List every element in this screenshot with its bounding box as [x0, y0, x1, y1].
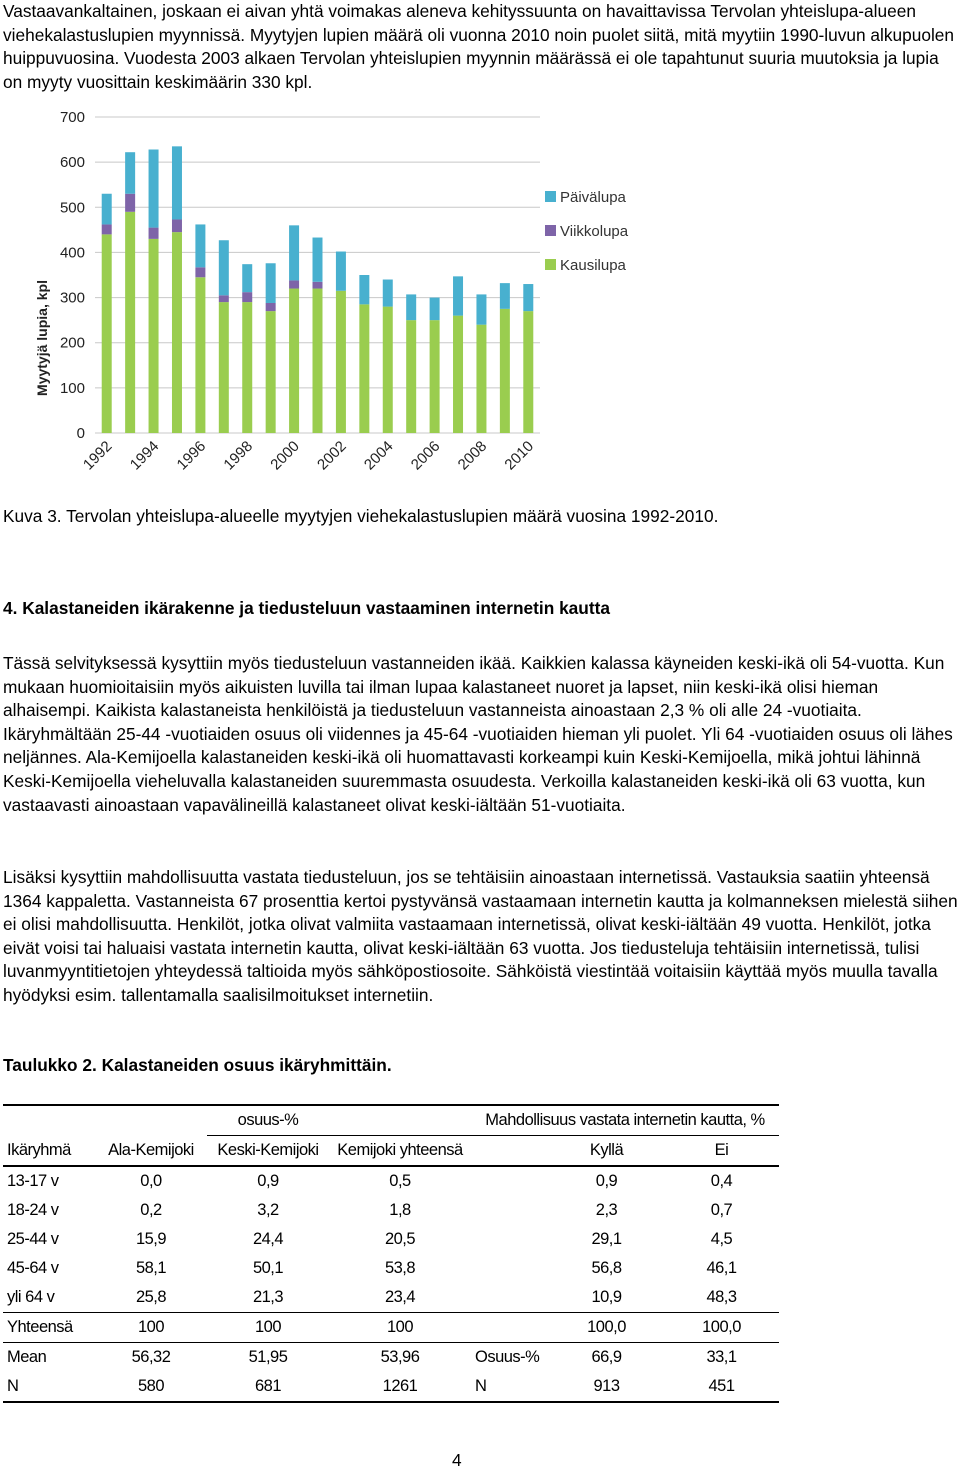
table-cell: 2,3 [595, 1201, 618, 1219]
permit-sales-chart [25, 104, 655, 494]
bar-segment-kausilupa [313, 289, 323, 433]
table-cell [471, 1196, 549, 1225]
bar-segment-kausilupa [125, 212, 135, 433]
table-cell: 1261 [329, 1372, 471, 1402]
table-cell: 1,8 [389, 1201, 411, 1219]
table-cell: 23,4 [384, 1288, 416, 1306]
chart-y-axis-label: Myytyjä lupia, kpl [34, 280, 50, 396]
x-tick-label: 2000 [267, 437, 303, 474]
bar-segment-kausilupa [336, 291, 346, 433]
x-tick-label: 2006 [407, 437, 444, 474]
bar-segment-viikkolupa [149, 228, 159, 239]
bar-segment-viikkolupa [289, 280, 299, 288]
table-cell: 0,5 [389, 1172, 411, 1190]
group-header-share: osuus-% [207, 1105, 329, 1136]
col-header: Kyllä [549, 1136, 664, 1167]
bar-segment-kausilupa [383, 307, 393, 433]
table-cell: 18-24 v [7, 1201, 59, 1219]
x-tick-label: 2008 [454, 437, 491, 474]
legend-label: Päivälupa [560, 189, 626, 206]
table-cell: 66,9 [549, 1343, 664, 1373]
x-tick-label: 2010 [501, 437, 538, 474]
bar-segment-kausilupa [172, 232, 182, 433]
col-header: Ikäryhmä [3, 1136, 95, 1167]
table-mean-row [3, 1343, 779, 1373]
bar-segment-päivälupa [266, 263, 276, 303]
table-cell: 10,9 [591, 1288, 622, 1306]
bar-segment-kausilupa [289, 289, 299, 433]
legend-swatch [545, 225, 556, 236]
table-cell: 56,8 [591, 1259, 622, 1277]
page-number: 4 [452, 1450, 462, 1470]
table-cell: 24,4 [252, 1230, 284, 1248]
col-header: Kemijoki yhteensä [329, 1136, 471, 1167]
table-cell: 29,1 [591, 1230, 622, 1248]
bar-segment-kausilupa [476, 325, 486, 433]
table-cell: N [3, 1372, 95, 1402]
intro-paragraph: Vastaavankaltainen, joskaan ei aivan yhtä voimakas aleneva kehityssuunta on havaittavissa Tervolan yhteislupa-alueen viehekalastuslupien myynnissä. Myytyjen lupien määrä oli vuonna 2010 noin puolet siitä, mitä myytiin 1990-luvun alkupuolen huippuvuosina. Vuodesta 2003 alkaen Tervolan yhteislupien myynnin määrässä ei ole tapahtunut suuria muutoksia ja lupia on myyty vuosittain keskimäärin 330 kpl. [3, 1, 955, 92]
table-cell: 33,1 [664, 1343, 779, 1373]
table-cell: 100 [207, 1313, 329, 1343]
table-cell: 53,8 [384, 1259, 416, 1277]
bar-segment-kausilupa [266, 311, 276, 433]
col-header: Ala-Kemijoki [95, 1136, 207, 1167]
bar-segment-päivälupa [219, 240, 229, 295]
table-cell: yli 64 v [7, 1288, 55, 1306]
table-cell: 100 [329, 1313, 471, 1343]
table-row [3, 1254, 779, 1283]
legend-swatch [545, 259, 556, 270]
table-cell: 0,9 [257, 1172, 279, 1190]
x-tick-label: 1998 [220, 437, 257, 474]
bar-segment-kausilupa [195, 277, 205, 433]
table-cell: N [471, 1372, 549, 1402]
internet-survey-paragraph: Lisäksi kysyttiin mahdollisuutta vastata tiedusteluun, jos se tehtäisiin ainoastaan internetissä. Vastauksia saatiin yhteensä 1364 kappaletta. Vastanneista 67 prosenttia kertoi pystyvänsä vastaamaan internetin kautta ja kolmanneksen mielestä siihen ei olisi mahdollisuutta. Henkilöt, jotka olivat valmiita vastaamaan internetissä, olivat keski-iältään 49 vuotta. Henkilöt, jotka eivät voisi tai haluaisi vastata internetin kautta, olivat keski-iältään 63 vuotta. Jos tiedusteluja tehtäisiin internetissä, tulisi luvanmyyntitietojen yhteydessä taltioida myös sähköpostiosoite. Sähköistä viestintää voitaisiin käyttää myös muulla tavalla hyödyksi esim. tallentamalla saalisilmoitukset internetiin. [3, 867, 958, 1005]
x-tick-label: 2004 [360, 437, 397, 474]
table-cell: 0,4 [710, 1172, 733, 1190]
bar-segment-päivälupa [289, 225, 299, 280]
bar-segment-päivälupa [523, 284, 533, 311]
table-cell: 50,1 [252, 1259, 284, 1277]
table-column-header-row [3, 1136, 779, 1167]
table-cell: 913 [549, 1372, 664, 1402]
bar-segment-viikkolupa [219, 295, 229, 302]
table-cell [471, 1283, 549, 1313]
y-tick-label: 200 [59, 334, 85, 352]
table-cell: 58,1 [135, 1259, 167, 1277]
table-cell [471, 1254, 549, 1283]
y-tick-label: 400 [59, 244, 85, 262]
y-tick-label: 500 [59, 199, 85, 217]
bar-segment-päivälupa [430, 298, 440, 321]
bar-segment-kausilupa [500, 309, 510, 433]
bar-segment-kausilupa [523, 311, 533, 433]
bar-segment-kausilupa [406, 320, 416, 433]
table-cell: 21,3 [252, 1288, 284, 1306]
legend-swatch [545, 191, 556, 202]
bar-segment-viikkolupa [242, 292, 252, 302]
table-cell: Yhteensä [3, 1313, 95, 1343]
bar-segment-kausilupa [359, 304, 369, 433]
table-cell: 100,0 [549, 1313, 664, 1343]
legend-label: Kausilupa [560, 257, 626, 274]
y-tick-label: 700 [59, 109, 85, 126]
table-cell: 46,1 [706, 1259, 737, 1277]
chart-bars [102, 146, 534, 433]
table-cell: 15,9 [135, 1230, 167, 1248]
table-cell: 20,5 [384, 1230, 416, 1248]
table-cell: 13-17 v [7, 1172, 59, 1190]
bar-segment-päivälupa [453, 276, 463, 315]
table-cell [471, 1225, 549, 1254]
table-cell: Mean [3, 1343, 95, 1373]
bar-segment-päivälupa [242, 264, 252, 292]
x-tick-label: 2002 [314, 437, 350, 474]
y-tick-label: 300 [59, 289, 85, 307]
table-cell: 0,2 [140, 1201, 162, 1219]
table-cell: 25,8 [135, 1288, 167, 1306]
table-total-row [3, 1313, 779, 1343]
bar-segment-kausilupa [102, 234, 112, 433]
section-heading: 4. Kalastaneiden ikärakenne ja tiedusteluun vastaaminen internetin kautta [3, 598, 610, 618]
bar-segment-päivälupa [149, 150, 159, 228]
table-cell: 3,2 [257, 1201, 279, 1219]
table-cell: 681 [207, 1372, 329, 1402]
table-cell: 100 [95, 1313, 207, 1343]
table-cell: 53,96 [329, 1343, 471, 1373]
table-group-header-row [3, 1105, 779, 1136]
table-cell: 4,5 [710, 1230, 733, 1248]
bar-segment-kausilupa [242, 302, 252, 433]
table-row [3, 1283, 779, 1313]
bar-segment-viikkolupa [313, 282, 323, 289]
bar-segment-päivälupa [102, 194, 112, 225]
chart-y-ticks [60, 109, 85, 442]
age-group-table [3, 1104, 779, 1403]
table-cell: 51,95 [207, 1343, 329, 1373]
bar-segment-kausilupa [453, 316, 463, 433]
x-tick-label: 1992 [79, 437, 116, 474]
bar-segment-päivälupa [500, 283, 510, 309]
x-tick-label: 1994 [126, 437, 163, 474]
figure-caption: Kuva 3. Tervolan yhteislupa-alueelle myytyjen viehekalastuslupien määrä vuosina 1992-2010. [3, 506, 719, 526]
table-cell: 0,9 [595, 1172, 618, 1190]
bar-segment-päivälupa [195, 224, 205, 267]
age-structure-paragraph: Tässä selvityksessä kysyttiin myös tiedusteluun vastanneiden ikää. Kaikkien kalassa käyneiden keski-ikä oli 54-vuotta. Kun mukaan huomioitaisiin myös aikuisten luvilla tai ilman lupaa kalastaneet nuoret ja lapset, niin keski-ikä olisi hieman alhaisempi. Kaikista kalastaneista henkilöistä ja tiedusteluun vastanneista ainoastaan 2,3 % oli alle 24 -vuotiaita. Ikäryhmältään 25-44 -vuotiaiden osuus oli viidennes ja 45-64 -vuotiaiden hieman yli puolet. Yli 64 -vuotiaiden osuus oli lähes neljännes. Ala-Kemijoella kalastaneiden keski-ikä oli huomattavasti korkeampi kuin Keski-Kemijoella, mikä johtui lähinnä Keski-Kemijoella vieheluvalla kalastaneiden suuremmasta osuudesta. Verkoilla kalastaneiden keski-ikä oli 63 vuotta, kun vastaavasti ainoastaan vapavälineillä kalastaneet olivat keski-iältään 51-vuotiaita. [3, 653, 953, 815]
chart-x-ticks [80, 438, 537, 474]
bar-segment-päivälupa [406, 294, 416, 320]
bar-segment-päivälupa [172, 146, 182, 219]
table-cell: Osuus-% [471, 1343, 549, 1373]
bar-segment-kausilupa [149, 239, 159, 433]
table-cell: 48,3 [706, 1288, 737, 1306]
bar-segment-viikkolupa [125, 194, 135, 212]
x-tick-label: 1996 [173, 437, 210, 474]
y-tick-label: 600 [59, 154, 85, 172]
table-cell [471, 1313, 549, 1343]
bar-segment-viikkolupa [195, 267, 205, 277]
group-header-internet: Mahdollisuus vastata internetin kautta, % [471, 1105, 779, 1136]
bar-segment-kausilupa [430, 320, 440, 433]
table-row [3, 1225, 779, 1254]
col-header: Keski-Kemijoki [207, 1136, 329, 1167]
bar-segment-päivälupa [476, 294, 486, 324]
bar-segment-kausilupa [219, 302, 229, 433]
bar-segment-päivälupa [383, 280, 393, 307]
bar-segment-päivälupa [336, 252, 346, 291]
table-cell: 25-44 v [7, 1230, 59, 1248]
table-row [3, 1166, 779, 1196]
table-n-row [3, 1372, 779, 1402]
legend-label: Viikkolupa [560, 223, 629, 240]
table-cell: 451 [664, 1372, 779, 1402]
table-cell: 0,7 [710, 1201, 733, 1219]
col-header [471, 1136, 549, 1167]
bar-segment-päivälupa [359, 275, 369, 304]
table-cell: 56,32 [95, 1343, 207, 1373]
table-cell: 100,0 [664, 1313, 779, 1343]
chart-legend [545, 189, 629, 274]
bar-segment-päivälupa [125, 152, 135, 194]
y-tick-label: 0 [76, 425, 85, 442]
bar-segment-viikkolupa [266, 303, 276, 311]
bar-segment-päivälupa [313, 238, 323, 282]
table-row [3, 1196, 779, 1225]
bar-segment-viikkolupa [172, 219, 182, 232]
table-cell [471, 1166, 549, 1196]
col-header: Ei [664, 1136, 779, 1167]
table-cell: 0,0 [140, 1172, 162, 1190]
table-cell: 45-64 v [7, 1259, 59, 1277]
table-title: Taulukko 2. Kalastaneiden osuus ikäryhmittäin. [3, 1055, 392, 1075]
table-cell: 580 [95, 1372, 207, 1402]
bar-segment-viikkolupa [102, 224, 112, 234]
y-tick-label: 100 [59, 379, 85, 397]
